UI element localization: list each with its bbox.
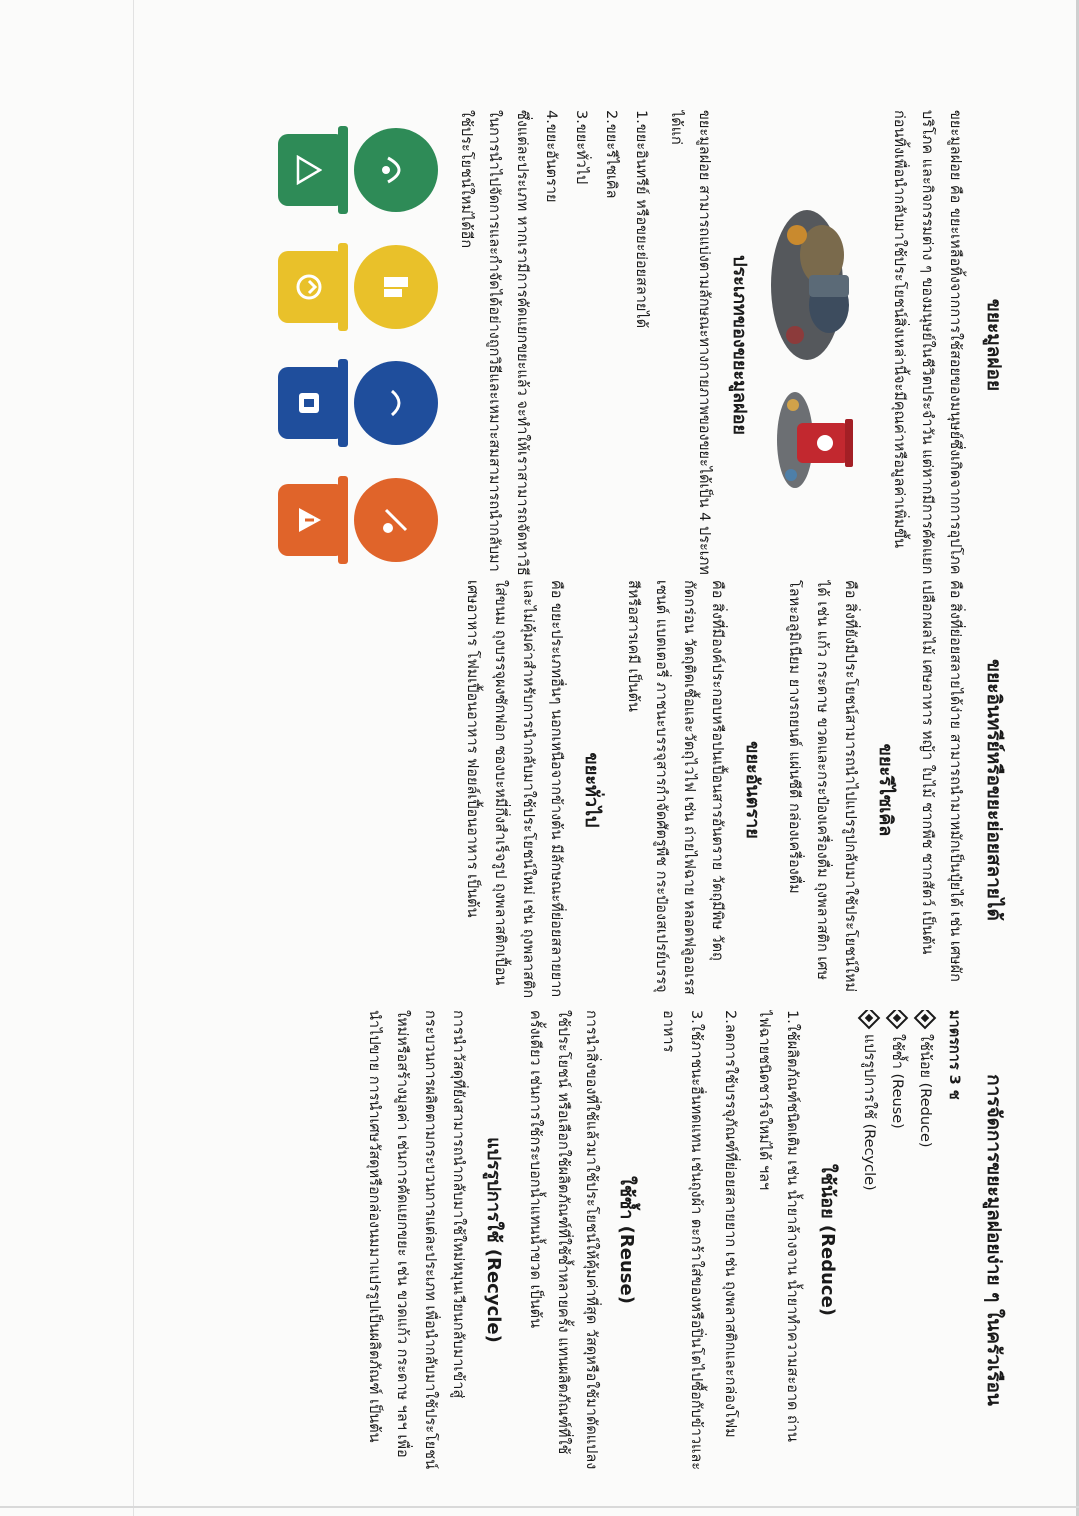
diamond-bullet-icon [886,1010,909,1029]
organic-text: คือ สิ่งที่ย่อยสลายได้ง่าย สามารถนำมาหมักเป็นปุ๋ยได้ เช่น เศษผัก เปลือกผลไม้ เศษอาหาร หญ้า ใบไม้ ซากพืช ซากสัตว์ เป็นต้น [919,580,963,982]
hazard-text: คือ สิ่งที่มีองค์ประกอบหรือปนเปื้อนสารอันตราย วัตถุมีพิษ วัตถุกัดกร่อน วัตถุติดเชื้อและวัตถุไวไฟ เช่น ถ่ายไฟฉาย หลอดฟลูออเรสเซนต์ แบตเตอรี่ ภาชนะบรรจุสารกำจัดศัตรูพืช กระป๋องสเปรย์บรรจุสีหรือสารเคมี เป็นต้น [625,580,725,995]
yellow-bin [278,242,438,332]
reuse-title: ใช้ซ้ำ (Reuse) [616,1176,637,1304]
panel-household-management [49,1010,1009,1470]
measures-label: มาตรการ 3 ช [946,1010,962,1100]
measure-item [911,1010,939,1470]
types-intro: ขยะมูลฝอย สามารถแบ่งตามลักษณะทางกายภาพของขยะได้เป็น 4 ประเภท ได้แก่ [668,110,712,575]
recycle-method-title: แปรรูปการใช้ (Recycle) [483,1137,504,1343]
panel-title: ขยะมูลฝอย [983,298,1005,392]
diamond-bullet-icon [914,1010,937,1029]
reduce-item: 1.ใช้ผลิตภัณฑ์ชนิดเติม เช่น น้ำยาล้างจาน น้ำยาทำความสะอาด ถ่านไฟฉายชนิดชาร์จใหม่ได้ ฯลฯ [756,1010,800,1442]
general-text: คือ ขยะประเภทอื่นๆ นอกเหนือจากข้างต้น มีลักษณะที่ย่อยสลายยากและไม่คุ้มค่าสำหรับการนำกลับมาใช้ประโยชน์ใหม่ เช่น ถุงพลาสติกใส่ขนม ถุงบรรจุผงซักฟอก ซองบะหมี่กึ่งสำเร็จรูป ถุงพลาสติกเปื้อนเศษอาหาร โฟมเปื้อนอาหาร ฟอยล์เปื้อนอาหาร เป็นต้น [464,580,564,999]
measure-label: ใช้ซ้ำ (Reuse) [889,1034,905,1129]
general-title: ขยะทั่วไป [581,752,602,828]
garbage-pile-illustration [767,195,877,495]
closing-paragraph: ซึ่งแต่ละประเภท หากเรามีการคัดแยกขยะแล้ว จะทำให้เราสามารถจัดหาวิธีในการนำไปจัดการและกำจัดได้อย่างถูกวิธีและเหมาะสมสามารถนำกลับมาใช้ประโยชน์ใหม่ได้อีก [458,110,530,576]
type-item: 1.ขยะอินทรีย์ หรือขยะย่อยสลายได้ [633,110,649,329]
reduce-item: 3.ใช้ภาชนะอื่นทดแทน เช่นถุงผ้า ตะกร้าใส่ของหรือปิ่นโตไปซื้อกับข้าวและอาหาร [660,1010,704,1470]
blue-bin-lid [354,361,438,445]
reduce-title: ใช้น้อย (Reduce) [817,1163,838,1317]
recycle-text: คือ สิ่งที่ยังมีประโยชน์สามารถนำไปแปรรูปกลับมาใช้ประโยชน์ใหม่ได้ เช่น แก้ว กระดาษ ขวดและกระป๋องเครื่องดื่ม ถุงพลาสติก เศษโลหะอลูมิเนียม ยางรถยนต์ แผ่นซีดี กล่องเครื่องดื่ม [786,580,858,993]
blue-bin-body [278,367,340,439]
type-item: 2.ขยะรีไซเคิล [603,110,619,199]
orange-bin-body [278,484,340,556]
orange-bin-lid [354,478,438,562]
reuse-text: การนำสิ่งของที่ใช้แล้วมาใช้ประโยชน์ให้คุ้มค่าที่สุด วัสดุหรือใช้มาดัดแปลงใช้ประโยชน์ หรือเลือกใช้ผลิตภัณฑ์ที่ใช้ซ้ำหลายครั้ง แทนผลิตภัณฑ์ที่ใช้ครั้งเดียว เช่นการใช้กระบอกน้ำแทนน้ำขวด เป็นต้น [527,1010,599,1470]
panel-waste-types [49,580,1009,1000]
yellow-bin-lid [354,245,438,329]
intro-paragraph: ขยะมูลฝอย คือ ขยะเหลือทิ้งจากการใช้สอยของมนุษย์ซึ่งเกิดจากการอุปโภค บริโภค และกิจกรรมต่าง ๆ ของมนุษย์ในชีวิตประจำวัน แต่หากมีการคัดแยกก่อนทิ้งเพื่อนำกลับมาใช้ประโยชน์สิ่งเหล่านี้จะมีคุณค่าหรือมูลค่าเพิ่มขึ้น [891,110,963,575]
recycling-bins-illustration [278,125,438,565]
diamond-bullet-icon [858,1010,881,1029]
recycle-method-text: การนำวัสดุที่ยังสามารถนำกลับมาใช้ใหม่หมุนเวียนกลับมาเข้าสู่กระบวนการผลิตตามกระบวนการแต่ละประเภท เพื่อนำกลับมาใช้ประโยชน์ใหม่หรือสร้างมูลค่า เช่นการคัดแยกขยะ เช่น ขวดแก้ว กระดาษ ฯลฯ เพื่อนำไปขาย การนำเศษวัสดุหรือกล่องนมมาแปรรูปเป็นผลิตภัณฑ์ เป็นต้น [366,1010,466,1470]
organic-title: ขยะอินทรีย์หรือขยะย่อยสลายได้ [983,659,1005,921]
hazard-title: ขยะอันตราย [742,741,763,839]
green-bin [278,125,438,215]
measure-item [855,1010,883,1470]
reduce-item: 2.ลดการใช้บรรจุภัณฑ์ที่ย่อยสลายยาก เช่น ถุงพลาสติกและกล่องโฟม [722,1010,738,1438]
recycle-title: ขยะรีไซเคิล [875,743,896,837]
type-item: 4.ขยะอันตราย [543,110,559,203]
orange-bin [278,475,438,565]
management-title: การจัดการขยะมูลฝอยง่าย ๆ ในครัวเรือน [983,1074,1005,1406]
measure-label: แปรรูปการใช้ (Recycle) [861,1034,877,1191]
yellow-bin-body [278,251,340,323]
green-bin-lid [354,128,438,212]
measure-label: ใช้น้อย (Reduce) [917,1034,933,1148]
type-item: 3.ขยะทั่วไป [573,110,589,185]
measure-item [883,1010,911,1470]
panel-waste-intro [49,110,1009,580]
types-title: ประเภทของขยะมูลฝอย [729,255,750,435]
green-bin-body [278,134,340,206]
blue-bin [278,358,438,448]
